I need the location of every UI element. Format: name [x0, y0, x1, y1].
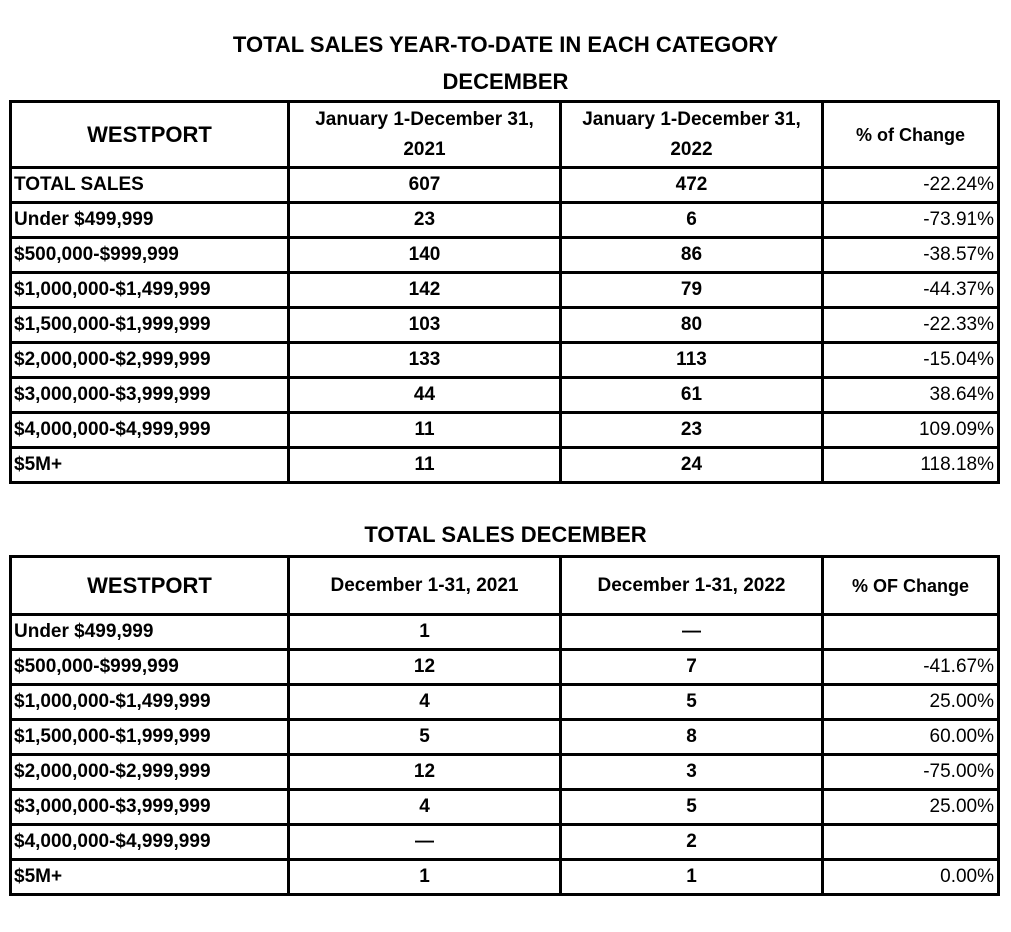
value-2021: 607 [289, 168, 561, 203]
december-sales-table [9, 555, 1000, 896]
value-2022: 79 [561, 273, 823, 308]
value-2021: 140 [289, 238, 561, 273]
row-label: $2,000,000-$2,999,999 [11, 755, 289, 790]
column-header-2022: December 1-31, 2022 [561, 557, 823, 615]
column-header-2021: January 1-December 31, 2021 [289, 102, 561, 168]
table-row [11, 343, 999, 378]
table-row [11, 755, 999, 790]
table-row [11, 203, 999, 238]
percent-change [823, 615, 999, 650]
value-2021: 142 [289, 273, 561, 308]
table-row [11, 790, 999, 825]
value-2021: 1 [289, 860, 561, 895]
value-2021: 44 [289, 378, 561, 413]
row-label: $500,000-$999,999 [11, 238, 289, 273]
table-row [11, 720, 999, 755]
row-label: TOTAL SALES [11, 168, 289, 203]
percent-change: 25.00% [823, 685, 999, 720]
row-label: Under $499,999 [11, 203, 289, 238]
percent-change: -73.91% [823, 203, 999, 238]
value-2022: 24 [561, 448, 823, 483]
value-2022: 2 [561, 825, 823, 860]
ytd-sales-table [9, 100, 1000, 484]
table-row [11, 378, 999, 413]
row-label: $1,000,000-$1,499,999 [11, 273, 289, 308]
percent-change: 109.09% [823, 413, 999, 448]
percent-change: 118.18% [823, 448, 999, 483]
value-2022: 113 [561, 343, 823, 378]
column-header-2022: January 1-December 31, 2022 [561, 102, 823, 168]
value-2022: 5 [561, 685, 823, 720]
value-2021: 4 [289, 790, 561, 825]
row-label: Under $499,999 [11, 615, 289, 650]
value-2022: 6 [561, 203, 823, 238]
column-header-change: % of Change [823, 102, 999, 168]
row-label: $1,500,000-$1,999,999 [11, 720, 289, 755]
percent-change: -22.24% [823, 168, 999, 203]
table-row [11, 273, 999, 308]
december-title: TOTAL SALES DECEMBER [364, 522, 647, 547]
value-2021: 23 [289, 203, 561, 238]
table-header-row [11, 102, 999, 168]
value-2021: 12 [289, 755, 561, 790]
ytd-title-line1: TOTAL SALES YEAR-TO-DATE IN EACH CATEGORY [232, 32, 779, 57]
column-header-2021: December 1-31, 2021 [289, 557, 561, 615]
value-2021: — [289, 825, 561, 860]
column-header-change: % OF Change [823, 557, 999, 615]
row-label: $500,000-$999,999 [11, 650, 289, 685]
table-row [11, 615, 999, 650]
row-label: $1,500,000-$1,999,999 [11, 308, 289, 343]
value-2022: 80 [561, 308, 823, 343]
value-2022: 61 [561, 378, 823, 413]
value-2022: 23 [561, 413, 823, 448]
percent-change: -41.67% [823, 650, 999, 685]
row-label: $4,000,000-$4,999,999 [11, 825, 289, 860]
value-2021: 133 [289, 343, 561, 378]
percent-change: 38.64% [823, 378, 999, 413]
table-row [11, 413, 999, 448]
row-label: $2,000,000-$2,999,999 [11, 343, 289, 378]
percent-change: 60.00% [823, 720, 999, 755]
percent-change: -22.33% [823, 308, 999, 343]
row-label: $3,000,000-$3,999,999 [11, 790, 289, 825]
percent-change: 25.00% [823, 790, 999, 825]
table-header-row [11, 557, 999, 615]
percent-change: -15.04% [823, 343, 999, 378]
table-row [11, 685, 999, 720]
table-row [11, 238, 999, 273]
value-2022: 472 [561, 168, 823, 203]
value-2021: 12 [289, 650, 561, 685]
row-label: $5M+ [11, 448, 289, 483]
row-label: $4,000,000-$4,999,999 [11, 413, 289, 448]
ytd-title-line2: DECEMBER [442, 69, 569, 94]
table-row [11, 448, 999, 483]
table-row [11, 650, 999, 685]
value-2021: 103 [289, 308, 561, 343]
percent-change: -44.37% [823, 273, 999, 308]
value-2021: 4 [289, 685, 561, 720]
value-2022: 1 [561, 860, 823, 895]
table-row [11, 308, 999, 343]
value-2022: 8 [561, 720, 823, 755]
value-2022: 5 [561, 790, 823, 825]
percent-change: 0.00% [823, 860, 999, 895]
column-header-westport: WESTPORT [11, 102, 289, 168]
column-header-westport: WESTPORT [11, 557, 289, 615]
value-2022: — [561, 615, 823, 650]
value-2021: 11 [289, 448, 561, 483]
percent-change: -75.00% [823, 755, 999, 790]
value-2021: 1 [289, 615, 561, 650]
percent-change [823, 825, 999, 860]
table-row [11, 168, 999, 203]
value-2021: 11 [289, 413, 561, 448]
row-label: $3,000,000-$3,999,999 [11, 378, 289, 413]
value-2022: 86 [561, 238, 823, 273]
row-label: $5M+ [11, 860, 289, 895]
percent-change: -38.57% [823, 238, 999, 273]
value-2022: 3 [561, 755, 823, 790]
table-row [11, 860, 999, 895]
table-row [11, 825, 999, 860]
row-label: $1,000,000-$1,499,999 [11, 685, 289, 720]
value-2021: 5 [289, 720, 561, 755]
value-2022: 7 [561, 650, 823, 685]
